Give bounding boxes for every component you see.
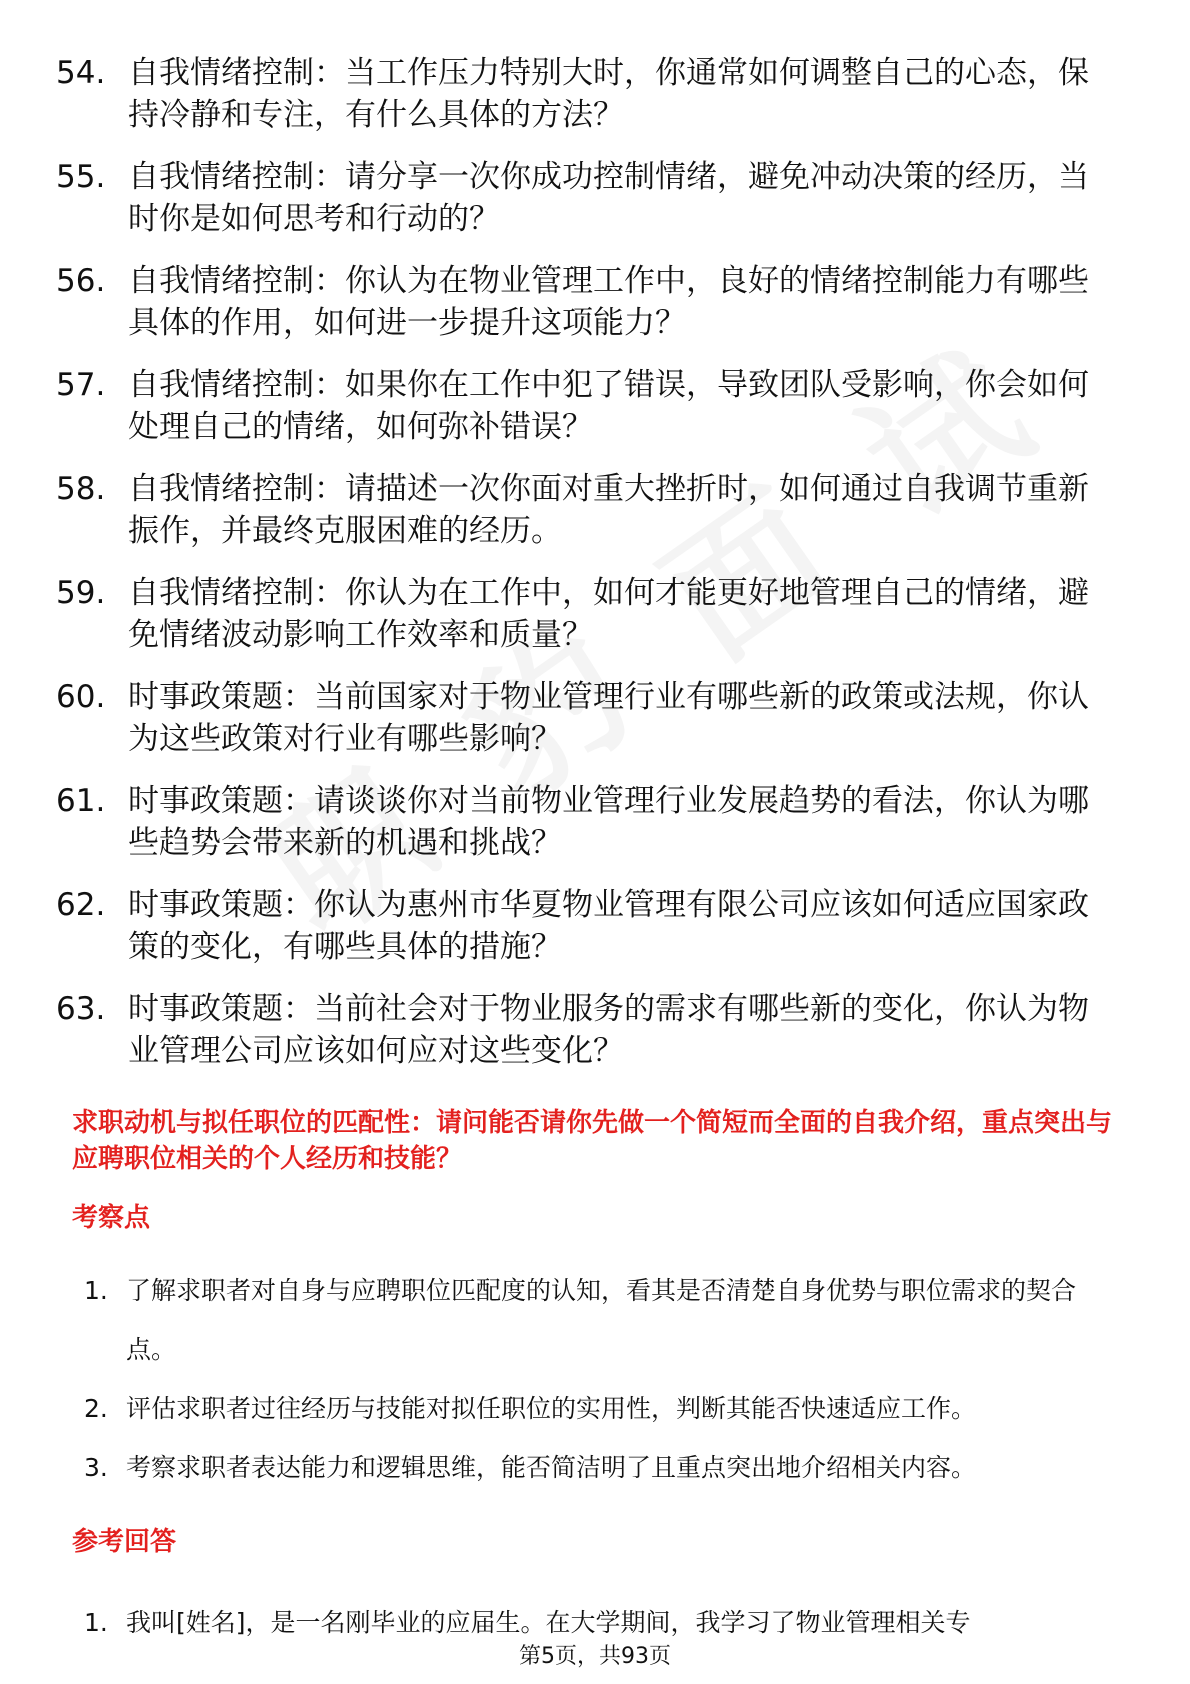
item-number: 60. (56, 679, 106, 715)
item-number: 55. (56, 159, 106, 195)
item-number: 59. (56, 575, 106, 611)
list-item (56, 676, 1116, 760)
list-item (56, 52, 1116, 136)
list-item (56, 260, 1116, 344)
item-number: 63. (56, 991, 106, 1027)
item-text: 自我情绪控制：当工作压力特别大时，你通常如何调整自己的心态，保持冷静和专注，有什么具体的方法？ (128, 55, 1089, 133)
list-item (56, 780, 1116, 864)
item-text: 时事政策题：请谈谈你对当前物业管理行业发展趋势的看法，你认为哪些趋势会带来新的机遇和挑战？ (128, 783, 1089, 861)
page-footer: 第5页，共93页 (519, 1644, 671, 1669)
list-item (56, 572, 1116, 656)
item-number: 1. (84, 1276, 108, 1305)
question-heading: 求职动机与拟任职位的匹配性：请问能否请你先做一个简短而全面的自我介绍，重点突出与应聘职位相关的个人经历和技能？ (72, 1108, 1113, 1174)
item-text: 自我情绪控制：你认为在工作中，如何才能更好地管理自己的情绪，避免情绪波动影响工作效率和质量？ (128, 575, 1089, 653)
list-item (56, 988, 1116, 1072)
list-item (56, 468, 1116, 552)
list-item (84, 1438, 1124, 1497)
item-number: 1. (84, 1608, 108, 1637)
item-number: 3. (84, 1453, 108, 1482)
item-number: 54. (56, 55, 106, 91)
item-text: 自我情绪控制：请分享一次你成功控制情绪，避免冲动决策的经历，当时你是如何思考和行动的？ (128, 159, 1089, 237)
item-number: 61. (56, 783, 106, 819)
item-text: 了解求职者对自身与应聘职位匹配度的认知，看其是否清楚自身优势与职位需求的契合点。 (126, 1276, 1077, 1364)
list-item (56, 364, 1116, 448)
item-text: 考察求职者表达能力和逻辑思维，能否简洁明了且重点突出地介绍相关内容。 (126, 1453, 977, 1482)
list-item (84, 1261, 1124, 1379)
item-text: 自我情绪控制：你认为在物业管理工作中，良好的情绪控制能力有哪些具体的作用，如何进一步提升这项能力？ (128, 263, 1089, 341)
list-item (84, 1379, 1124, 1438)
item-text: 时事政策题：当前国家对于物业管理行业有哪些新的政策或法规，你认为这些政策对行业有哪些影响？ (128, 679, 1089, 757)
item-text: 自我情绪控制：请描述一次你面对重大挫折时，如何通过自我调节重新振作，并最终克服困难的经历。 (128, 471, 1089, 549)
item-text: 时事政策题：你认为惠州市华夏物业管理有限公司应该如何适应国家政策的变化，有哪些具体的措施？ (128, 887, 1089, 965)
item-number: 2. (84, 1394, 108, 1423)
section-title-cankao: 参考回答 (72, 1527, 177, 1557)
item-text: 时事政策题：当前社会对于物业服务的需求有哪些新的变化，你认为物业管理公司应该如何应对这些变化？ (128, 991, 1089, 1069)
question-list (56, 52, 1116, 1092)
section-title-kaochadian: 考察点 (72, 1203, 151, 1233)
item-number: 57. (56, 367, 106, 403)
list-item (56, 156, 1116, 240)
item-number: 56. (56, 263, 106, 299)
item-text: 我叫[姓名]，是一名刚毕业的应届生。在大学期间，我学习了物业管理相关专 (126, 1608, 971, 1637)
item-text: 自我情绪控制：如果你在工作中犯了错误，导致团队受影响，你会如何处理自己的情绪，如何弥补错误？ (128, 367, 1089, 445)
item-number: 58. (56, 471, 106, 507)
list-item (56, 884, 1116, 968)
kaochadian-list (84, 1261, 1124, 1497)
item-number: 62. (56, 887, 106, 923)
item-text: 评估求职者过往经历与技能对拟任职位的实用性，判断其能否快速适应工作。 (126, 1394, 977, 1423)
